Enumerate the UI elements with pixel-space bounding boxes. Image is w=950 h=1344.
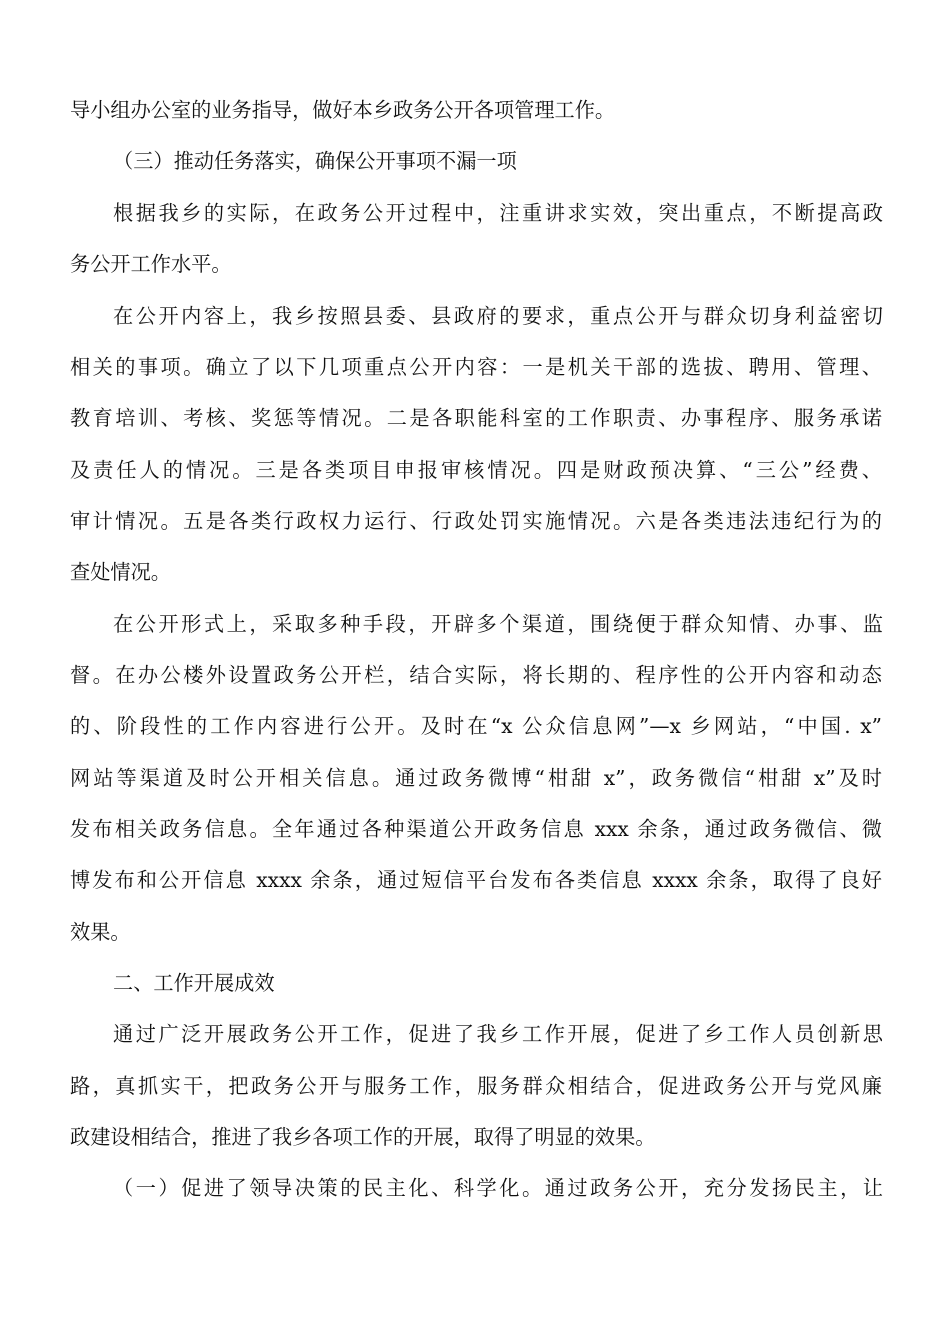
text-line: 的、阶段性的工作内容进行公开。及时在“x 公众信息网”—x 乡网站，“中国. x”	[70, 714, 882, 738]
text-line: 导小组办公室的业务指导，做好本乡政务公开各项管理工作。	[70, 98, 616, 122]
text-line: 务公开工作水平。	[70, 252, 232, 276]
text-line: 网站等渠道及时公开相关信息。通过政务微博“柑甜 x”，政务微信“柑甜 x”及时	[70, 766, 882, 790]
text-line: 在公开形式上，采取多种手段，开辟多个渠道，围绕便于群众知情、办事、监	[113, 612, 883, 636]
text-line: 根据我乡的实际，在政务公开过程中，注重讲求实效，突出重点，不断提高政	[113, 201, 883, 225]
text-line: 政建设相结合，推进了我乡各项工作的开展，取得了明显的效果。	[70, 1125, 656, 1149]
text-line: 及责任人的情况。三是各类项目申报审核情况。四是财政预决算、“三公”经费、	[70, 458, 882, 482]
text-line: 发布相关政务信息。全年通过各种渠道公开政务信息 xxx 余条，通过政务微信、微	[70, 817, 882, 841]
text-line: 相关的事项。确立了以下几项重点公开内容：一是机关干部的选拔、聘用、管理、	[70, 355, 882, 379]
text-line: 在公开内容上，我乡按照县委、县政府的要求，重点公开与群众切身利益密切	[113, 304, 883, 328]
section-heading: （三）推动任务落实，确保公开事项不漏一项	[113, 149, 517, 173]
text-line: 审计情况。五是各类行政权力运行、行政处罚实施情况。六是各类违法违纪行为的	[70, 509, 882, 533]
text-line: （一）促进了领导决策的民主化、科学化。通过政务公开，充分发扬民主，让	[113, 1176, 883, 1200]
text-line: 博发布和公开信息 xxxx 余条，通过短信平台发布各类信息 xxxx 余条，取得了良好	[70, 868, 882, 892]
text-line: 查处情况。	[70, 560, 171, 584]
text-line: 效果。	[70, 920, 131, 944]
text-line: 通过广泛开展政务公开工作，促进了我乡工作开展，促进了乡工作人员创新思	[113, 1022, 883, 1046]
text-line: 教育培训、考核、奖惩等情况。二是各职能科室的工作职责、办事程序、服务承诺	[70, 406, 882, 430]
section-heading: 二、工作开展成效	[113, 971, 275, 995]
text-line: 督。在办公楼外设置政务公开栏，结合实际，将长期的、程序性的公开内容和动态	[70, 663, 882, 687]
text-line: 路，真抓实干，把政务公开与服务工作，服务群众相结合，促进政务公开与党风廉	[70, 1074, 882, 1098]
